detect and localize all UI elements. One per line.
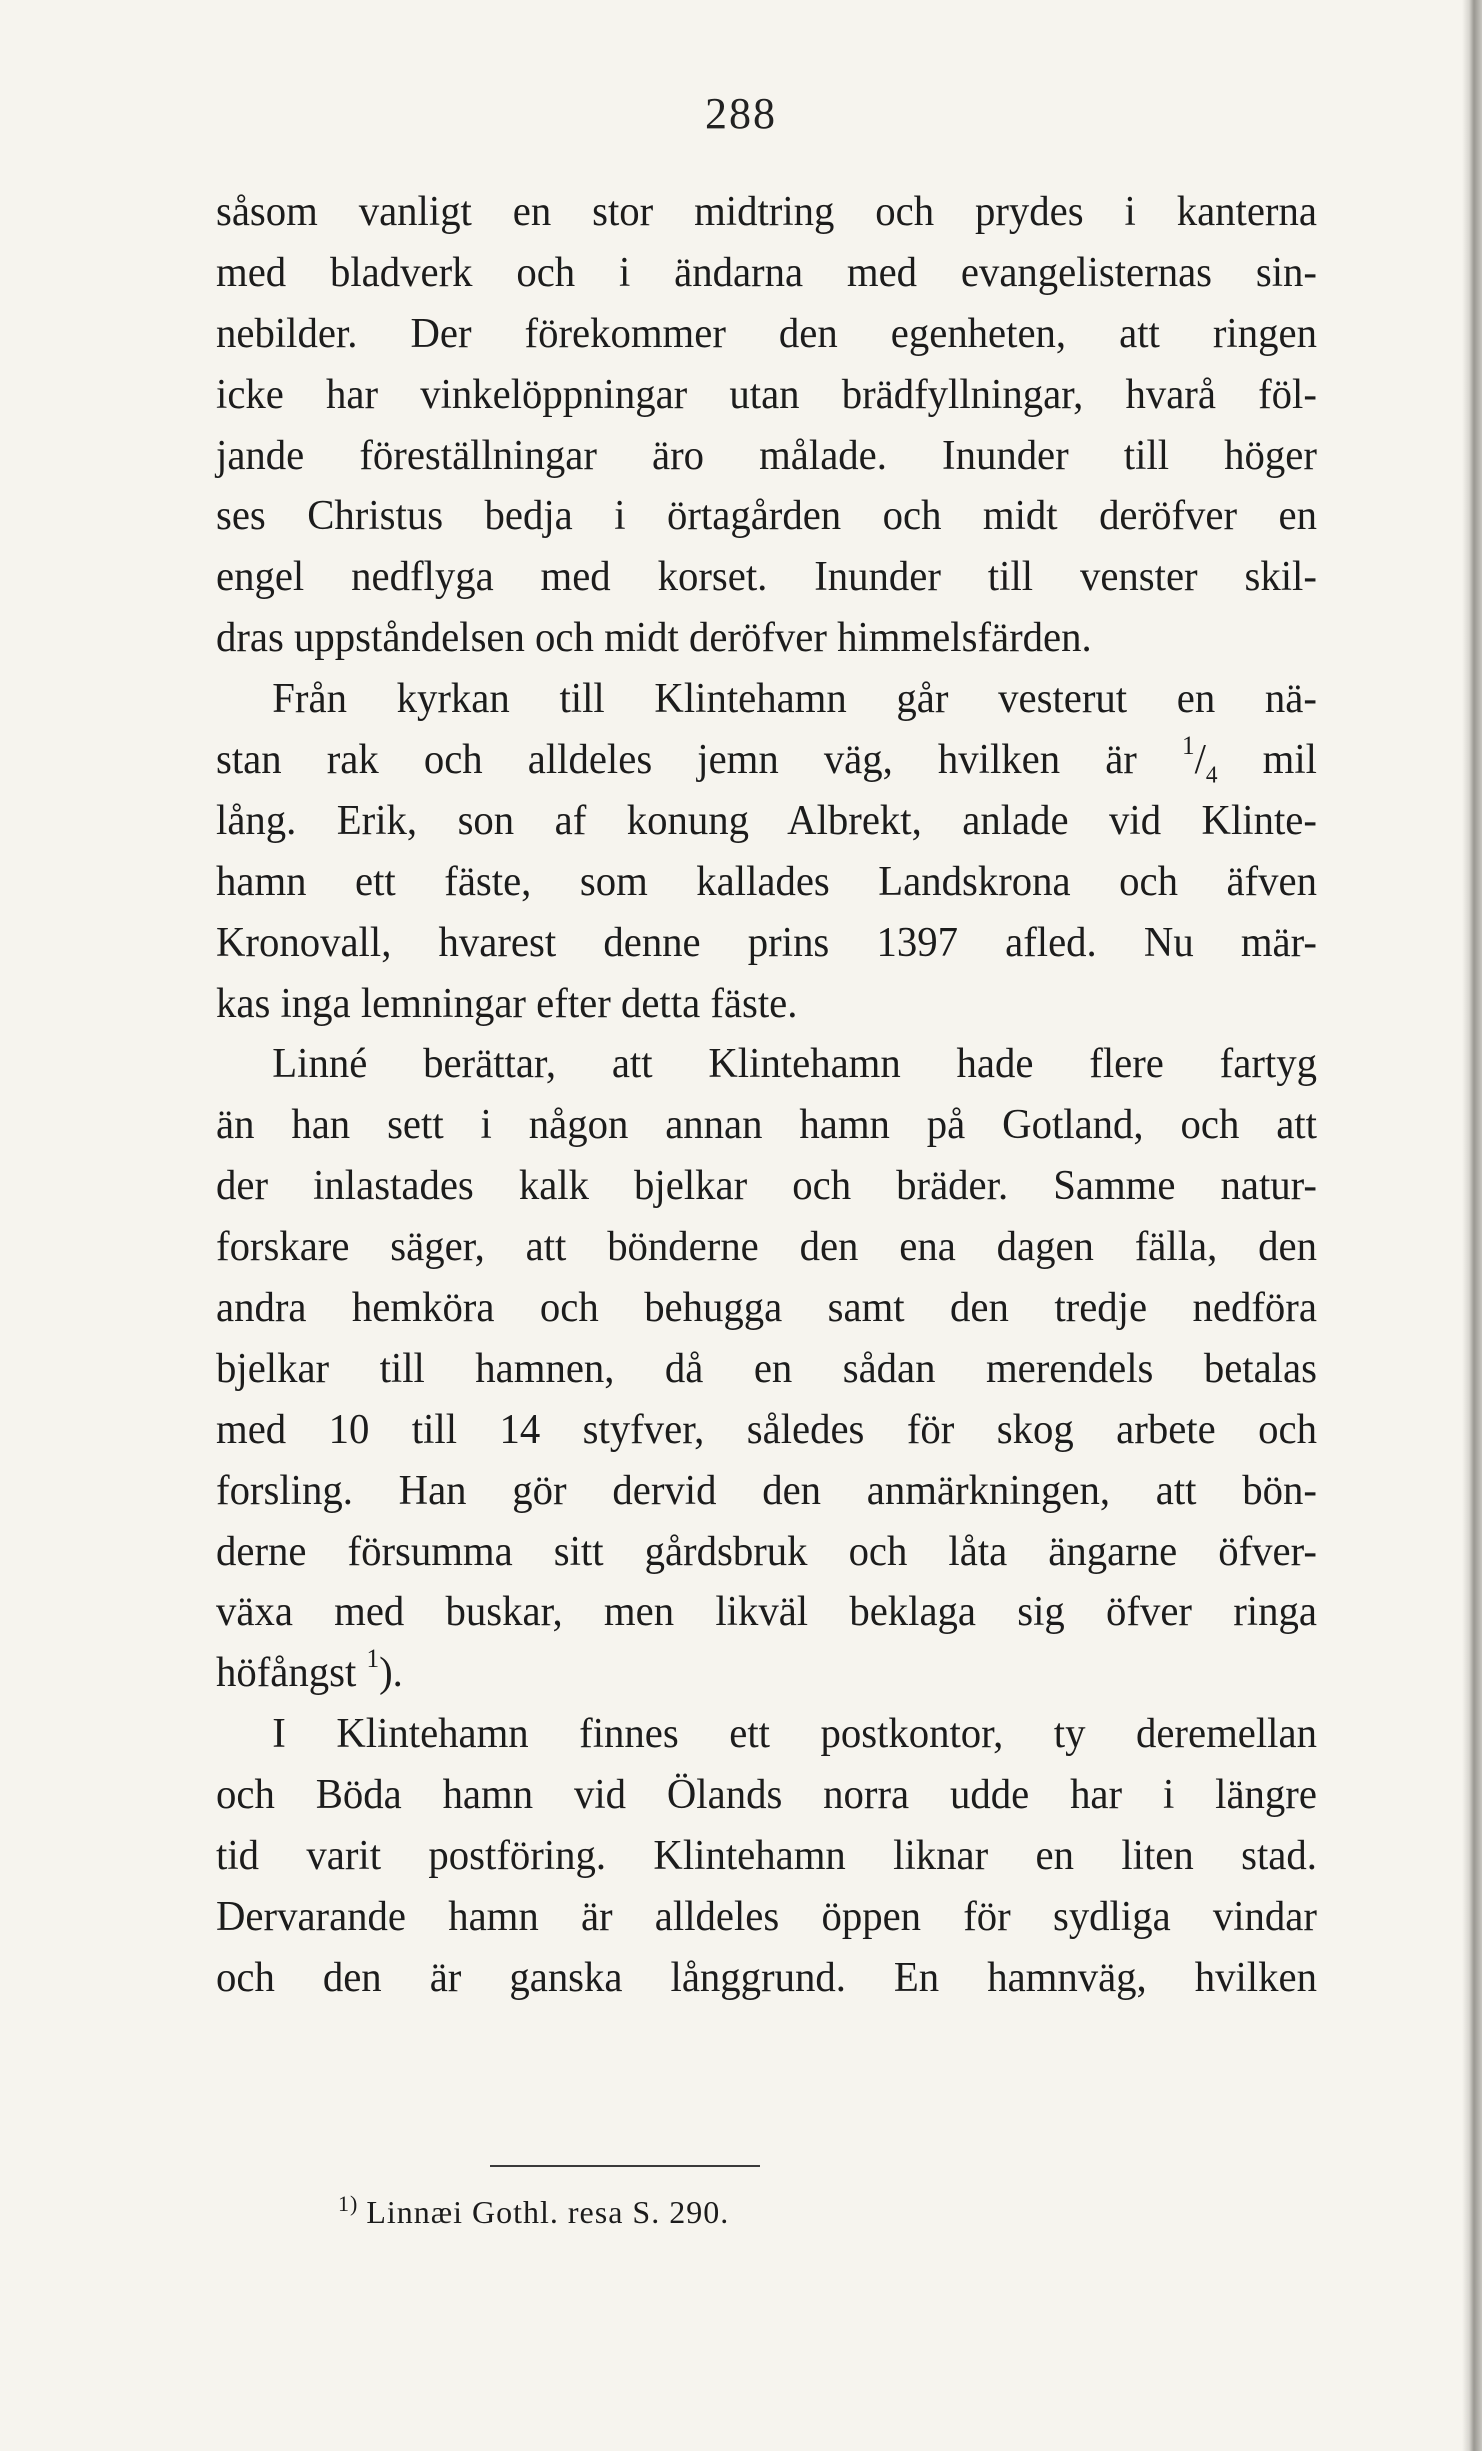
footnote-text: Linnæi Gothl. resa S. 290. — [366, 2194, 730, 2230]
text-line: tid varit postföring. Klintehamn liknar en liten stad. — [216, 1833, 1317, 1880]
text-line: forsling. Han gör dervid den anmärkningen, att bön- — [216, 1467, 1317, 1514]
text-line-with-fraction — [216, 730, 1317, 791]
fraction-unit: mil — [1262, 737, 1317, 784]
text-line: bjelkar till hamnen, då en sådan merendels betalas — [216, 1345, 1317, 1392]
text-line: och den är ganska långgrund. En hamnväg, hvilken — [216, 1954, 1317, 2001]
page-number: 288 — [705, 89, 777, 138]
footnote-divider — [490, 2165, 760, 2167]
text-segment: stan rak och alldeles jemn väg, hvilken är — [216, 737, 1137, 784]
text-line: dras uppståndelsen och midt deröfver himmelsfärden. — [216, 615, 1092, 662]
text-line: Från kyrkan till Klintehamn går vesterut en nä- — [272, 676, 1317, 723]
text-line: än han sett i någon annan hamn på Gotland, och att — [216, 1102, 1317, 1149]
text-line: hamn ett fäste, som kallades Landskrona och äfven — [216, 858, 1317, 905]
footnote — [338, 2191, 730, 2231]
body-text — [216, 182, 1351, 2009]
text-line: Kronovall, hvarest denne prins 1397 afled. Nu mär- — [216, 919, 1317, 966]
text-line: jande föreställningar äro målade. Inunder till höger — [216, 432, 1317, 479]
text-line: ses Christus bedja i örtagården och midt deröfver en — [216, 493, 1317, 540]
text-line: forskare säger, att bönderne den ena dagen fälla, den — [216, 1224, 1317, 1271]
text-segment: höfångst — [216, 1650, 357, 1697]
reference-close: ). — [379, 1650, 403, 1697]
text-line-with-reference — [216, 1643, 1317, 1704]
fraction-denominator: 4 — [1205, 762, 1218, 789]
text-line: växa med buskar, men likväl beklaga sig öfver ringa — [216, 1589, 1317, 1636]
text-line: icke har vinkelöppningar utan brädfyllningar, hvarå föl- — [216, 371, 1317, 418]
text-line: nebilder. Der förekommer den egenheten, att ringen — [216, 310, 1317, 357]
text-line: lång. Erik, son af konung Albrekt, anlade vid Klinte- — [216, 797, 1317, 844]
text-line: Linné berättar, att Klintehamn hade flere fartyg — [272, 1041, 1317, 1088]
text-line: kas inga lemningar efter detta fäste. — [216, 980, 798, 1027]
page-binding-edge — [1462, 0, 1482, 2451]
text-line: derne försumma sitt gårdsbruk och låta ängarne öfver- — [216, 1528, 1317, 1575]
text-line: der inlastades kalk bjelkar och bräder. Samme natur- — [216, 1163, 1317, 1210]
text-line: Dervarande hamn är alldeles öppen för sydliga vindar — [216, 1893, 1317, 1940]
text-line: engel nedflyga med korset. Inunder till venster skil- — [216, 554, 1317, 601]
text-line: såsom vanligt en stor midtring och prydes i kanterna — [216, 189, 1317, 235]
text-line: med 10 till 14 styfver, således för skog arbete och — [216, 1406, 1317, 1453]
text-line: andra hemköra och behugga samt den tredje nedföra — [216, 1285, 1317, 1332]
fraction-numerator: 1 — [1181, 731, 1195, 761]
text-line: med bladverk och i ändarna med evangelisternas sin- — [216, 249, 1317, 296]
footnote-reference: 1 — [366, 1644, 380, 1674]
fraction: $^1/_4$ — [1181, 731, 1218, 789]
text-line: och Böda hamn vid Ölands norra udde har i längre — [216, 1772, 1317, 1819]
footnote-marker: 1) — [338, 2191, 359, 2216]
text-line: I Klintehamn finnes ett postkontor, ty deremellan — [272, 1711, 1317, 1758]
